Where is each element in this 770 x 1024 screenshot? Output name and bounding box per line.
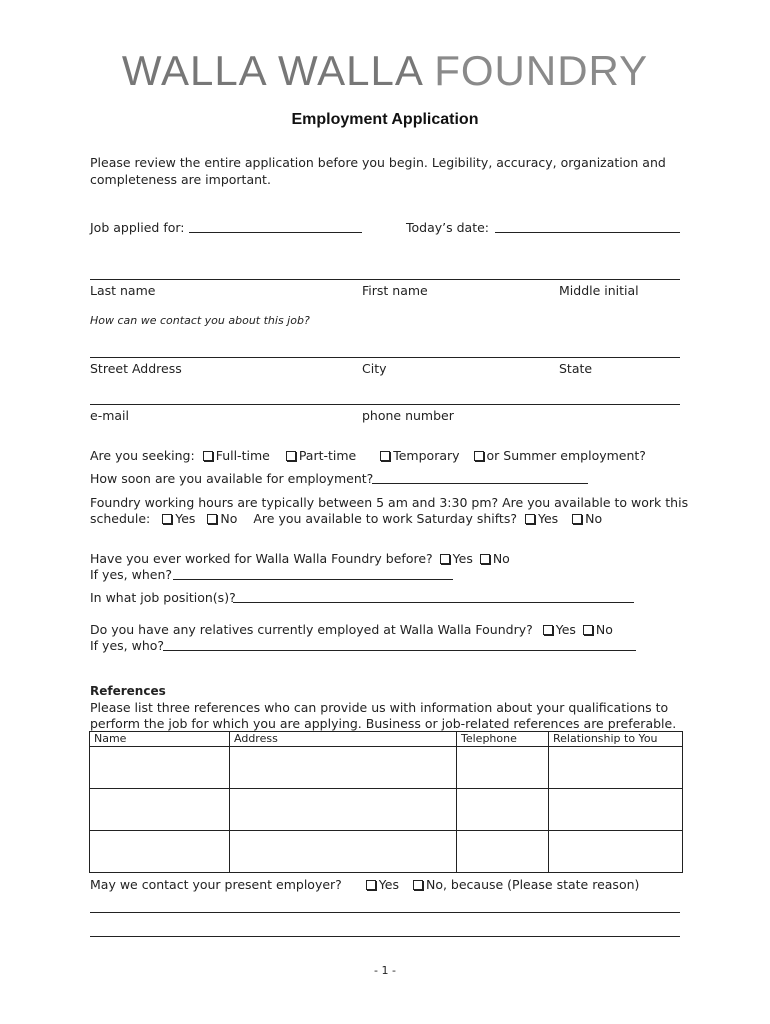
references-header-row [90, 732, 683, 747]
page-number: - 1 - [374, 964, 396, 977]
reason-field-1[interactable] [90, 912, 680, 913]
ref-cell[interactable] [230, 789, 457, 831]
contact-yes-checkbox[interactable] [366, 880, 376, 890]
state-label: State [559, 361, 593, 376]
ref-cell[interactable] [230, 831, 457, 873]
contact-prompt: How can we contact you about this job? [90, 314, 310, 327]
col-address: Address [230, 732, 457, 747]
ref-cell[interactable] [90, 789, 230, 831]
job-applied-field[interactable] [189, 232, 362, 233]
email-label: e-mail [90, 408, 129, 423]
hours-line-1: Foundry working hours are typically between 5 am and 3:30 pm? Are you available to work this [90, 495, 689, 510]
schedule-no-label: No [220, 511, 238, 526]
reason-field-2[interactable] [90, 936, 680, 937]
address-field[interactable] [90, 357, 680, 358]
intro-line-1: Please review the entire application before you begin. Legibility, accuracy, organization and [90, 155, 666, 170]
table-row [90, 747, 683, 789]
relatives-no-checkbox[interactable] [583, 625, 593, 635]
seeking-label: Are you seeking: [90, 448, 195, 463]
references-heading: References [90, 684, 166, 698]
table-row [90, 789, 683, 831]
ref-cell[interactable] [90, 831, 230, 873]
ref-cell[interactable] [457, 831, 549, 873]
summer-checkbox[interactable] [474, 451, 484, 461]
if-yes-when-field[interactable] [173, 579, 453, 580]
worked-before-row [90, 551, 510, 566]
saturday-label: Are you available to work Saturday shifts? [253, 511, 517, 526]
street-label: Street Address [90, 361, 182, 376]
logo-text-part1: WALLA WALLA [121, 47, 422, 94]
ref-cell[interactable] [457, 789, 549, 831]
worked-before-no-label: No [492, 551, 510, 566]
part-time-label: Part-time [298, 448, 357, 463]
references-line-1: Please list three references who can provide us with information about your qualifications to [90, 700, 669, 715]
todays-date-field[interactable] [495, 232, 680, 233]
last-name-label: Last name [90, 283, 156, 298]
position-label: In what job position(s)? [90, 590, 236, 605]
if-yes-when-label: If yes, when? [90, 567, 173, 582]
saturday-yes-label: Yes [537, 511, 559, 526]
if-yes-who-label: If yes, who? [90, 638, 165, 653]
contact-yes-label: Yes [378, 877, 399, 892]
references-table [89, 731, 683, 873]
ref-cell[interactable] [549, 831, 683, 873]
saturday-yes-checkbox[interactable] [525, 514, 535, 524]
schedule-label: schedule: [90, 511, 151, 526]
relatives-no-label: No [595, 622, 613, 637]
full-time-label: Full-time [215, 448, 270, 463]
col-name: Name [90, 732, 230, 747]
todays-date-label: Today’s date: [406, 220, 490, 235]
temporary-label: Temporary [393, 448, 460, 463]
schedule-yes-checkbox[interactable] [162, 514, 172, 524]
worked-before-yes-checkbox[interactable] [440, 554, 450, 564]
ref-cell[interactable] [549, 747, 683, 789]
worked-before-yes-label: Yes [452, 551, 473, 566]
col-relationship: Relationship to You [549, 732, 683, 747]
if-yes-who-field[interactable] [163, 650, 636, 651]
relatives-yes-checkbox[interactable] [543, 625, 553, 635]
city-label: City [362, 361, 387, 376]
position-field[interactable] [233, 602, 634, 603]
schedule-row [90, 511, 602, 526]
contact-employer-label: May we contact your present employer? [90, 877, 342, 892]
job-applied-label: Job applied for: [90, 220, 185, 235]
intro-line-2: completeness are important. [90, 172, 271, 187]
summer-label: or Summer employment? [486, 448, 646, 463]
phone-label: phone number [362, 408, 454, 423]
ref-cell[interactable] [457, 747, 549, 789]
schedule-yes-label: Yes [175, 511, 196, 526]
how-soon-field[interactable] [372, 483, 588, 484]
name-field[interactable] [90, 279, 680, 280]
contact-no-label: No, because (Please state reason) [425, 877, 640, 892]
relatives-row [90, 622, 613, 637]
saturday-no-label: No [585, 511, 603, 526]
worked-before-no-checkbox[interactable] [480, 554, 490, 564]
ref-cell[interactable] [90, 747, 230, 789]
temporary-checkbox[interactable] [380, 451, 390, 461]
ref-cell[interactable] [549, 789, 683, 831]
worked-before-label: Have you ever worked for Walla Walla Foundry before? [90, 551, 433, 566]
references-line-2: perform the job for which you are applying. Business or job-related references are preferable. [90, 716, 677, 731]
logo-text-part2: FOUNDRY [434, 47, 649, 94]
page-title: Employment Application [291, 111, 479, 128]
seeking-row [90, 448, 646, 463]
saturday-no-checkbox[interactable] [572, 514, 582, 524]
relatives-yes-label: Yes [555, 622, 576, 637]
schedule-no-checkbox[interactable] [207, 514, 217, 524]
middle-initial-label: Middle initial [559, 283, 639, 298]
full-time-checkbox[interactable] [203, 451, 213, 461]
email-phone-field[interactable] [90, 404, 680, 405]
table-row [90, 831, 683, 873]
part-time-checkbox[interactable] [286, 451, 296, 461]
company-logo [0, 47, 770, 95]
how-soon-label: How soon are you available for employment? [90, 471, 374, 486]
first-name-label: First name [362, 283, 428, 298]
ref-cell[interactable] [230, 747, 457, 789]
contact-no-checkbox[interactable] [413, 880, 423, 890]
contact-employer-row [90, 877, 639, 892]
col-telephone: Telephone [457, 732, 549, 747]
relatives-label: Do you have any relatives currently employed at Walla Walla Foundry? [90, 622, 533, 637]
